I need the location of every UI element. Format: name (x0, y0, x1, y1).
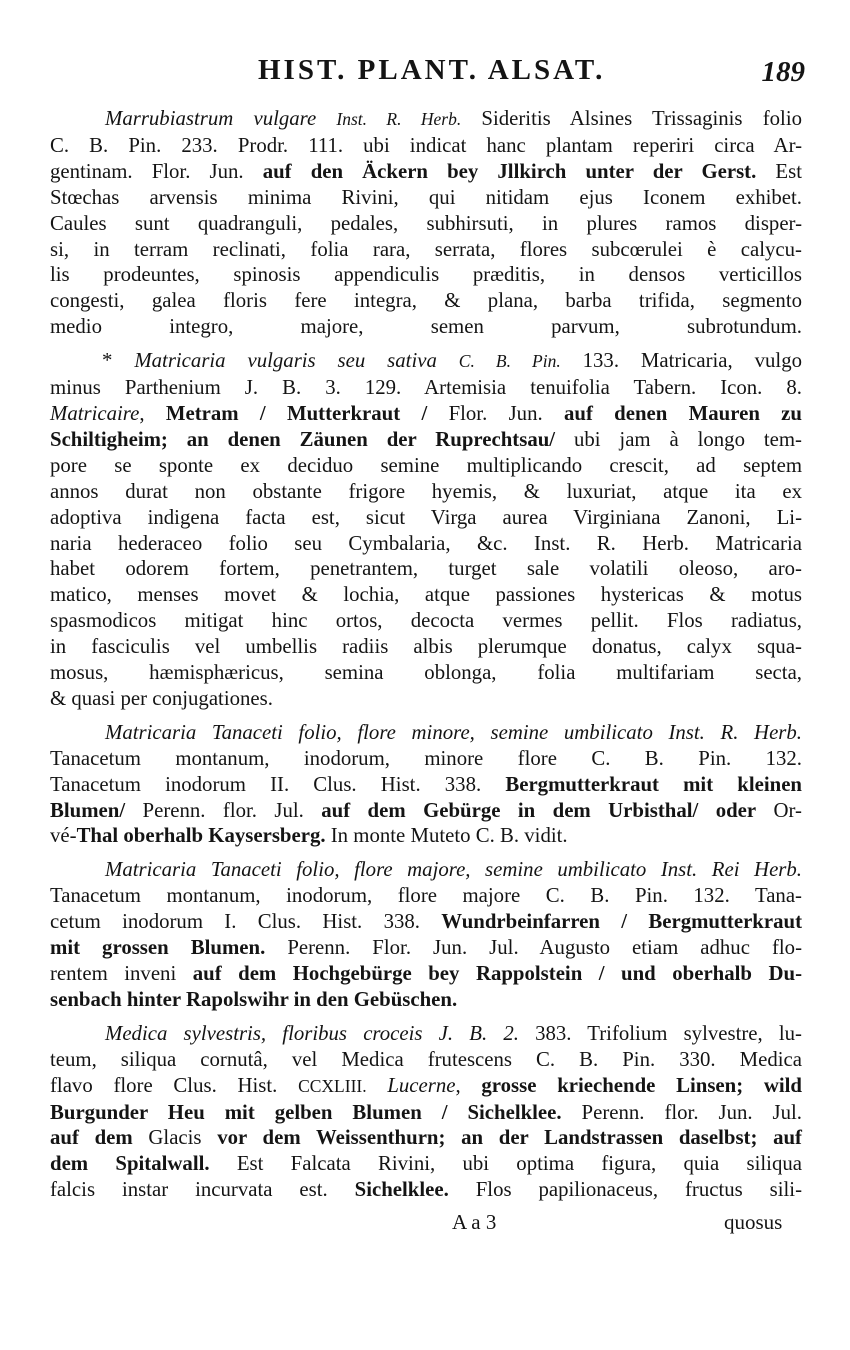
text-line (50, 720, 802, 746)
text-run (367, 1074, 388, 1097)
text-run: Or- (756, 798, 802, 822)
text-run: Tanacetum montanum, inodorum, flore majore C. B. Pin. 132. Tana- (50, 884, 802, 908)
text-run: congesti, galea floris fere integra, & plana, barba trifida, segmento (50, 289, 802, 313)
text-run: Sideritis Alsines Trissaginis folio (461, 107, 803, 130)
text-run: Matricaire (50, 401, 140, 425)
text-line (50, 505, 802, 531)
text-run: Lucerne (387, 1073, 456, 1097)
text-run: Est (756, 159, 802, 183)
page-header (0, 54, 850, 94)
text-run: Inst. R. Herb. (336, 109, 462, 129)
text-run: Matricaria Tanaceti folio, flore majore, semine umbilicato Inst. Rei Herb. (105, 858, 802, 882)
text-line (50, 823, 802, 849)
text-line (50, 185, 802, 211)
text-run: , (455, 1073, 482, 1097)
text-line (50, 1125, 802, 1151)
text-line (50, 262, 802, 288)
page-body (50, 98, 802, 1203)
text-line (50, 1021, 802, 1047)
text-run: auf denen Mauren zu (563, 401, 802, 425)
text-line (50, 159, 802, 185)
text-line (50, 1073, 802, 1100)
text-run: Sichelklee. (354, 1178, 449, 1202)
text-line (50, 375, 802, 401)
text-run: si, in terram reclinati, folia rara, serrata, flores subcœrulei è calycu- (50, 237, 802, 261)
text-line (50, 211, 802, 237)
text-run: ubi jam à longo tem- (555, 427, 802, 451)
text-run: Matricaria Tanaceti folio, flore minore, semine umbilicato Inst. R. Herb. (105, 720, 802, 744)
text-run: teum, siliqua cornutâ, vel Medica frutescens C. B. Pin. 330. Medica (50, 1047, 802, 1071)
text-run: senbach hinter Rapolswihr in den Gebüschen. (50, 987, 458, 1011)
text-line (50, 686, 802, 712)
paragraph (50, 720, 802, 850)
text-run: Matricaria vulgaris seu sativa (134, 349, 459, 373)
text-run: Flor. Jun. (427, 401, 564, 425)
text-line (50, 961, 802, 987)
paragraph (50, 1021, 802, 1203)
text-line (50, 1177, 802, 1203)
text-line (50, 401, 802, 427)
text-run: Caules sunt quadranguli, pedales, subhirsuti, in plures ramos disper- (50, 211, 802, 235)
text-run: CCXLIII. (298, 1075, 367, 1096)
text-line (50, 1151, 802, 1177)
text-run: auf dem Hochgebürge bey Rappolstein / und oberhalb Du- (192, 962, 802, 985)
text-run: Wundrbeinfarren / Bergmutterkraut (441, 910, 802, 934)
text-run: cetum inodorum I. Clus. Hist. 338. (50, 910, 442, 934)
page-footer (0, 1210, 850, 1240)
text-run: in fasciculis vel umbellis radiis albis plerumque donatus, calyx squa- (50, 635, 802, 659)
text-line (50, 582, 802, 608)
text-run: annos durat non obstante frigore hyemis, & luxuriat, atque ita ex (50, 479, 802, 503)
text-run: auf dem Gebürge in dem Urbisthal/ oder (321, 798, 757, 822)
text-run: C. B. Pin. 233. Prodr. 111. ubi indicat hanc plantam reperiri circa Ar- (50, 133, 802, 157)
text-line (50, 987, 802, 1013)
text-run: Metram / Mutterkraut / (165, 401, 428, 425)
text-line (50, 857, 802, 883)
text-line (50, 479, 802, 505)
text-run: lis prodeuntes, spinosis appendiculis præditis, in densos verticillos (50, 263, 802, 287)
text-run: Stœchas arvensis minima Rivini, qui nitidam ejus Iconem exhibet. (50, 185, 802, 209)
text-run: mosus, hæmisphæricus, semina oblonga, folia multifariam secta, (50, 661, 802, 685)
text-run: In monte Muteto C. B. vidit. (325, 824, 568, 848)
text-line (50, 660, 802, 686)
signature-mark: A a 3 (452, 1210, 497, 1234)
page-number: 189 (761, 56, 805, 88)
text-run: Flos papilionaceus, fructus sili- (448, 1178, 802, 1202)
text-run: vé- (50, 824, 77, 848)
text-run: medio integro, majore, semen parvum, subrotundum. (50, 315, 802, 339)
text-run: auf den Äckern bey Jllkirch unter der Gerst. (262, 159, 757, 183)
text-line (50, 556, 802, 582)
text-run: adoptiva indigena facta est, sicut Virga aurea Virginiana Zanoni, Li- (50, 505, 802, 529)
paragraph (50, 857, 802, 1012)
text-run: Burgunder Heu mit gelben Blumen / Sichelklee. (50, 1100, 562, 1124)
text-line (50, 453, 802, 479)
text-line (50, 935, 802, 961)
text-line (50, 746, 802, 772)
text-line (50, 798, 802, 824)
text-run: flavo flore Clus. Hist. (50, 1073, 299, 1097)
text-run: Tanacetum inodorum II. Clus. Hist. 338. (50, 772, 506, 796)
text-line (50, 237, 802, 263)
text-run: spasmodicos mitigat hinc ortos, decocta vermes pellit. Flos radiatus, (50, 609, 802, 633)
text-line (50, 106, 802, 133)
text-run: 383. Trifolium sylvestre, lu- (518, 1021, 802, 1045)
text-run: pore se sponte ex deciduo semine multiplicando crescit, ad septem (50, 453, 802, 477)
text-run: Tanacetum montanum, inodorum, minore flore C. B. Pin. 132. (50, 746, 802, 770)
text-run: vor dem Weissenthurn; an der Landstrassen daselbst; auf (217, 1126, 802, 1150)
text-run: mit grossen Blumen. (50, 936, 266, 960)
paragraph (50, 348, 802, 712)
text-line (50, 1047, 802, 1073)
catchword: quosus (724, 1210, 783, 1234)
text-line (50, 133, 802, 159)
text-run: grosse kriechende Linsen; wild (481, 1073, 802, 1097)
paragraph (50, 106, 802, 340)
text-run: , (139, 401, 166, 425)
text-run: Medica sylvestris, floribus croceis J. B. 2. (105, 1021, 519, 1045)
text-run: Est Falcata Rivini, ubi optima figura, quia siliqua (209, 1152, 802, 1176)
text-line (50, 909, 802, 935)
text-run: Perenn. flor. Jun. Jul. (561, 1100, 802, 1124)
text-run: naria hederaceo folio seu Cymbalaria, &c. Inst. R. Herb. Matricaria (50, 531, 802, 555)
text-run: Schiltigheim; an denen Zäunen der Ruprechtsau/ (50, 427, 556, 451)
text-run: Bergmutterkraut mit kleinen (505, 772, 803, 796)
text-run: 133. Matricaria, vulgo (560, 349, 802, 373)
text-line (50, 883, 802, 909)
text-run: Marrubiastrum vulgare (105, 107, 337, 130)
text-run: auf dem (50, 1126, 133, 1150)
text-line (50, 348, 802, 375)
text-line (50, 1100, 802, 1126)
text-run: rentem inveni (50, 962, 193, 985)
text-run: Glacis (132, 1126, 218, 1150)
text-line (50, 314, 802, 340)
text-line (50, 288, 802, 314)
text-line (50, 634, 802, 660)
text-run: & quasi per conjugationes. (50, 686, 273, 710)
text-run: minus Parthenium J. B. 3. 129. Artemisia tenuifolia Tabern. Icon. 8. (50, 376, 802, 400)
text-run: falcis instar incurvata est. (50, 1178, 355, 1202)
text-run: Thal oberhalb Kaysersberg. (76, 824, 326, 848)
text-run: Perenn. flor. Jul. (125, 798, 322, 822)
text-run: dem Spitalwall. (50, 1152, 210, 1176)
running-title: HIST. PLANT. ALSAT. (258, 54, 606, 86)
text-line (50, 608, 802, 634)
text-line (50, 772, 802, 798)
text-line (50, 531, 802, 557)
text-run: * (102, 349, 135, 373)
text-run: habet odorem fortem, penetrantem, turget sale volatili oleoso, aro- (50, 557, 802, 581)
text-line (50, 427, 802, 453)
text-run: Perenn. Flor. Jun. Jul. Augusto etiam adhuc flo- (265, 936, 802, 960)
text-run: gentinam. Flor. Jun. (50, 159, 263, 183)
text-run: matico, menses movet & lochia, atque passiones hystericas & motus (50, 583, 802, 607)
text-run: C. B. Pin. (458, 351, 561, 372)
text-run: Blumen/ (50, 798, 126, 822)
